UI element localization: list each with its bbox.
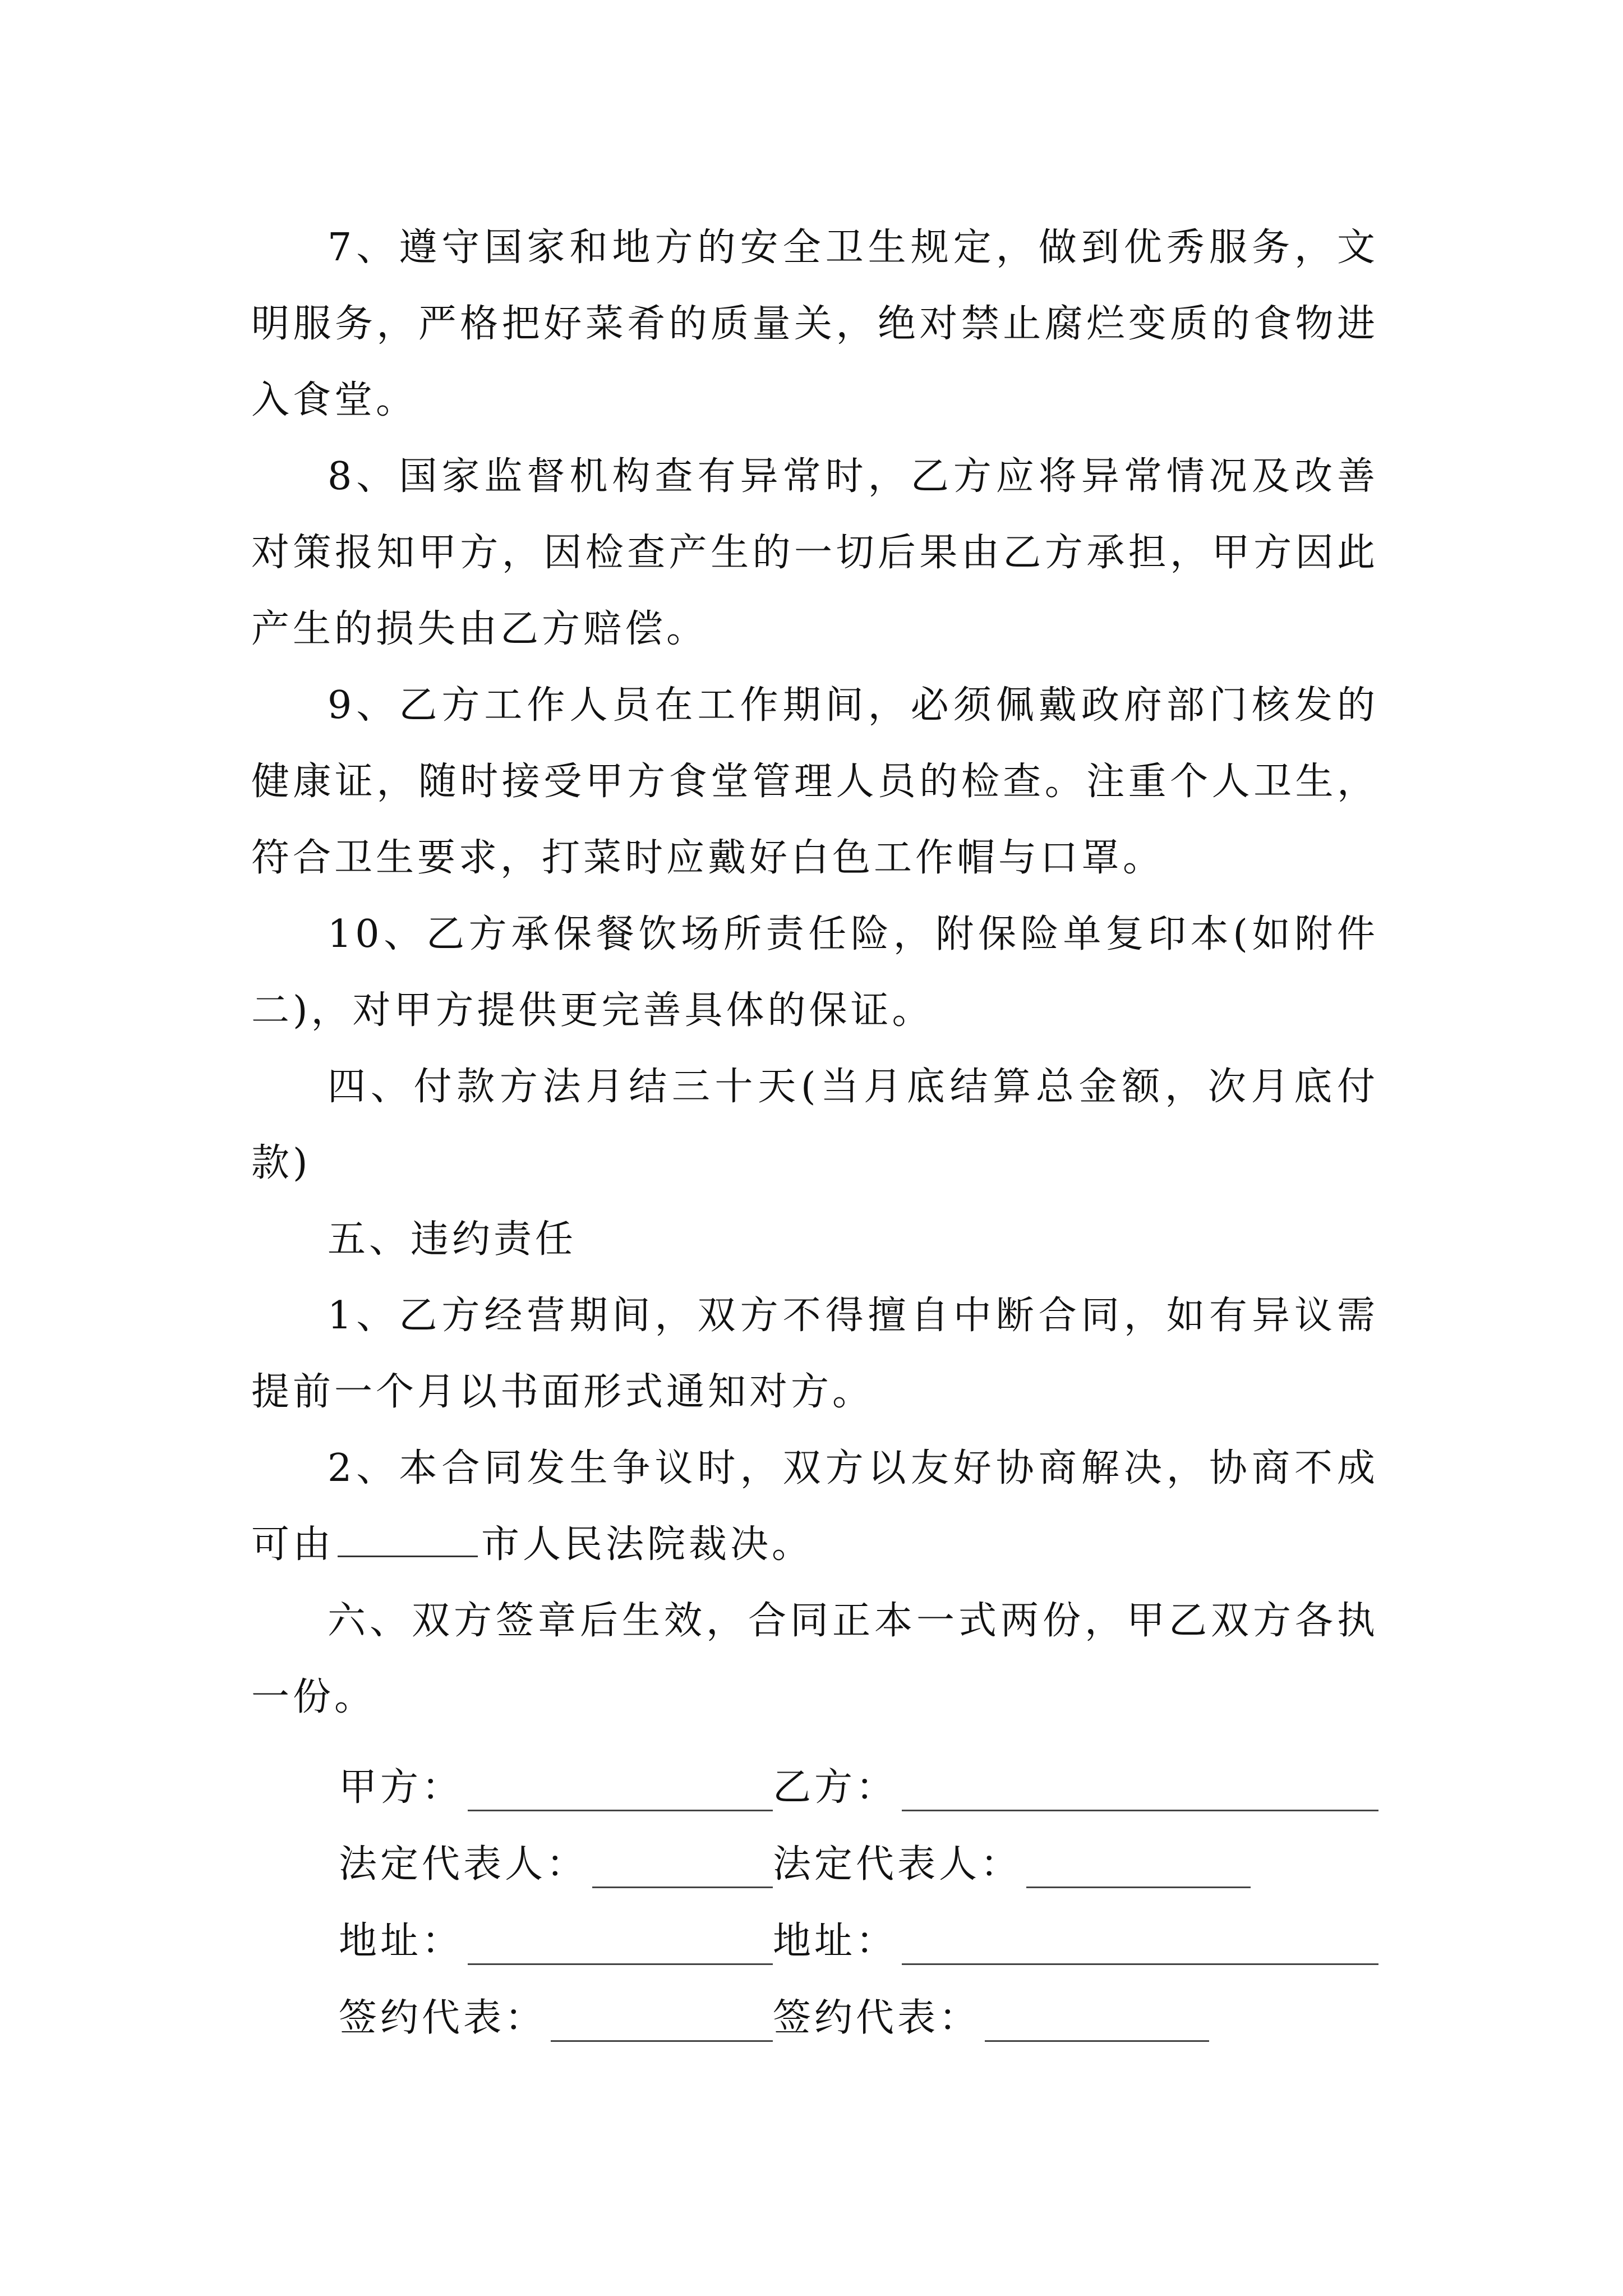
party-a-label: 甲方：: [339, 1765, 464, 1810]
party-a-signing-rep-blank-line: [551, 2009, 773, 2042]
party-b-signing-rep-label: 签约代表：: [773, 1996, 981, 2040]
court-clause-text-after: 市人民法院裁决。: [481, 1522, 814, 1567]
breach-clause-2: [251, 1430, 1378, 1583]
signature-block: [251, 1746, 1378, 2053]
party-a-address-label: 地址：: [339, 1919, 464, 1963]
breach-clause-1: 1、乙方经营期间，双方不得擅自中断合同，如有异议需提前一个月以书面形式通知对方。: [251, 1294, 1378, 1414]
court-city-blank: [338, 1523, 478, 1557]
clause-9: 9、乙方工作人员在工作期间，必须佩戴政府部门核发的健康证，随时接受甲方食堂管理人员的检查。注重个人卫生，符合卫生要求，打菜时应戴好白色工作帽与口罩。: [251, 683, 1378, 880]
section-payment: 四、付款方法月结三十天(当月底结算总金额，次月底付款): [251, 1065, 1378, 1185]
party-b-signing-rep-blank-line: [985, 2009, 1209, 2042]
party-b-legal-rep-label: 法定代表人：: [773, 1842, 1022, 1887]
clause-7: 7、遵守国家和地方的安全卫生规定，做到优秀服务，文明服务，严格把好菜肴的质量关，绝对禁止腐烂变质的食物进入食堂。: [251, 226, 1378, 422]
party-a-legal-rep-label: 法定代表人：: [339, 1842, 588, 1887]
party-a-address-blank-line: [468, 1932, 773, 1965]
party-b-address-label: 地址：: [773, 1919, 898, 1963]
contract-body: [251, 210, 1378, 1736]
party-a-signing-rep-label: 签约代表：: [339, 1996, 547, 2040]
party-a-address-field: [251, 1911, 773, 1965]
clause-10: 10、乙方承保餐饮场所责任险，附保险单复印本(如附件二)，对甲方提供更完善具体的保证。: [251, 912, 1378, 1033]
section-breach-heading: 五、违约责任: [328, 1217, 577, 1262]
party-a-blank-line: [468, 1778, 773, 1811]
party-a-signing-rep-field: [251, 1987, 773, 2042]
party-b-signing-rep-field: [773, 1987, 1378, 2042]
party-b-legal-rep-field: [773, 1834, 1378, 1888]
signature-row-signing-rep: [251, 1976, 1378, 2053]
party-a-legal-rep-blank-line: [592, 1855, 773, 1888]
signature-row-legal-rep: [251, 1823, 1378, 1899]
party-b-legal-rep-blank-line: [1026, 1855, 1251, 1888]
party-b-field: [773, 1757, 1378, 1811]
party-a-field: [251, 1757, 773, 1811]
party-b-address-blank-line: [902, 1932, 1378, 1965]
clause-8: 8、国家监督机构查有异常时，乙方应将异常情况及改善对策报知甲方，因检查产生的一切后果由乙方承担，甲方因此产生的损失由乙方赔偿。: [251, 454, 1378, 651]
party-b-label: 乙方：: [773, 1765, 898, 1810]
party-a-legal-rep-field: [251, 1834, 773, 1888]
signature-row-party: [251, 1746, 1378, 1823]
signature-row-address: [251, 1899, 1378, 1976]
court-clause-text-before: 2、本合同发生争议时，双方以友好协商解决，协商不成可由: [251, 1446, 1378, 1567]
party-b-blank-line: [902, 1778, 1378, 1811]
section-effect: 六、双方签章后生效，合同正本一式两份，甲乙双方各执一份。: [251, 1599, 1378, 1719]
party-b-address-field: [773, 1911, 1378, 1965]
